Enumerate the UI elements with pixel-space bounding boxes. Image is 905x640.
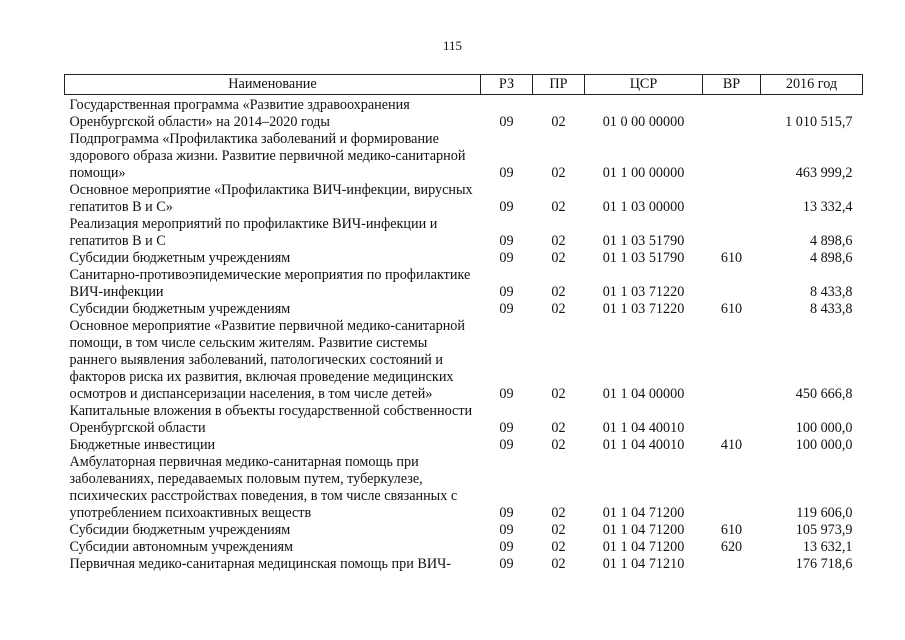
row-name: Основное мероприятие «Профилактика ВИЧ-инфекции, вирусных гепатитов В и С» [69, 182, 473, 215]
row-vr: 410 [720, 437, 743, 453]
row-pr: 02 [551, 114, 566, 130]
row-vr: 610 [720, 522, 743, 538]
row-vr [703, 454, 761, 522]
table-row [65, 216, 863, 250]
row-amount: 176 718,6 [795, 556, 853, 572]
row-amount: 4 898,6 [809, 250, 853, 266]
page-number: 115 [442, 38, 463, 53]
table-row [65, 437, 863, 454]
row-csr: 01 1 03 71220 [602, 284, 685, 300]
table-row [65, 182, 863, 216]
row-name: Государственная программа «Развитие здравоохранения Оренбургской области» на 2014–2020 годы [69, 97, 410, 130]
row-pr: 02 [551, 522, 566, 538]
table-row [65, 131, 863, 182]
row-pr: 02 [551, 284, 566, 300]
row-csr: 01 1 04 71200 [602, 522, 685, 538]
row-name: Реализация мероприятий по профилактике ВИЧ-инфекции и гепатитов В и С [69, 216, 438, 249]
row-amount: 8 433,8 [809, 301, 853, 317]
row-vr: 610 [720, 250, 743, 266]
table-row [65, 250, 863, 267]
table-row [65, 267, 863, 301]
row-name: Санитарно-противоэпидемические мероприятия по профилактике ВИЧ-инфекции [69, 267, 471, 300]
column-header-csr: ЦСР [585, 75, 703, 95]
row-rz: 09 [499, 505, 514, 521]
row-rz: 09 [499, 114, 514, 130]
row-rz: 09 [499, 301, 514, 317]
row-csr: 01 1 03 51790 [602, 250, 685, 266]
row-vr: 610 [720, 301, 743, 317]
row-vr [703, 95, 761, 132]
row-pr: 02 [551, 539, 566, 555]
column-header-vr: ВР [703, 75, 761, 95]
row-csr: 01 1 04 40010 [602, 420, 685, 436]
table-row [65, 403, 863, 437]
column-header-name: Наименование [65, 75, 481, 95]
row-csr: 01 1 04 40010 [602, 437, 685, 453]
row-pr: 02 [551, 233, 566, 249]
row-vr [703, 182, 761, 216]
row-pr: 02 [551, 420, 566, 436]
row-rz: 09 [499, 437, 514, 453]
row-name: Субсидии бюджетным учреждениям [69, 301, 291, 317]
table-row [65, 318, 863, 403]
row-csr: 01 0 00 00000 [602, 114, 685, 130]
row-rz: 09 [499, 420, 514, 436]
row-pr: 02 [551, 437, 566, 453]
row-rz: 09 [499, 250, 514, 266]
table-row [65, 522, 863, 539]
row-amount: 4 898,6 [809, 233, 853, 249]
row-vr [703, 318, 761, 403]
table-row [65, 454, 863, 522]
row-csr: 01 1 00 00000 [602, 165, 685, 181]
row-csr: 01 1 04 71200 [602, 505, 685, 521]
row-name: Подпрограмма «Профилактика заболеваний и формирование здорового образа жизни. Развитие первичной медико-санитарной помощи» [69, 131, 466, 181]
row-pr: 02 [551, 556, 566, 572]
row-name: Капитальные вложения в объекты государственной собственности Оренбургской области [69, 403, 473, 436]
row-pr: 02 [551, 301, 566, 317]
row-vr [703, 267, 761, 301]
row-pr: 02 [551, 386, 566, 402]
row-name: Бюджетные инвестиции [69, 437, 216, 453]
row-csr: 01 1 03 71220 [602, 301, 685, 317]
row-amount: 463 999,2 [795, 165, 853, 181]
table-row [65, 556, 863, 573]
row-csr: 01 1 04 71200 [602, 539, 685, 555]
row-amount: 450 666,8 [795, 386, 853, 402]
row-csr: 01 1 03 00000 [602, 199, 685, 215]
table-row [65, 301, 863, 318]
row-amount: 119 606,0 [796, 505, 853, 521]
row-rz: 09 [499, 165, 514, 181]
table-row [65, 95, 863, 132]
row-rz: 09 [499, 199, 514, 215]
row-rz: 09 [499, 539, 514, 555]
column-header-pr: ПР [533, 75, 585, 95]
row-pr: 02 [551, 505, 566, 521]
column-header-rz: РЗ [481, 75, 533, 95]
row-csr: 01 1 03 51790 [602, 233, 685, 249]
row-amount: 100 000,0 [795, 437, 853, 453]
row-vr [703, 131, 761, 182]
row-name: Субсидии автономным учреждениям [69, 539, 293, 555]
row-rz: 09 [499, 522, 514, 538]
row-name: Субсидии бюджетным учреждениям [69, 250, 291, 266]
row-vr [703, 216, 761, 250]
budget-table [64, 74, 863, 573]
table-header-row [65, 75, 863, 95]
row-pr: 02 [551, 165, 566, 181]
row-name: Субсидии бюджетным учреждениям [69, 522, 291, 538]
row-pr: 02 [551, 250, 566, 266]
row-rz: 09 [499, 233, 514, 249]
row-pr: 02 [551, 199, 566, 215]
row-amount: 100 000,0 [795, 420, 853, 436]
row-rz: 09 [499, 386, 514, 402]
row-rz: 09 [499, 556, 514, 572]
row-vr [703, 556, 761, 573]
row-amount: 8 433,8 [809, 284, 853, 300]
row-rz: 09 [499, 284, 514, 300]
row-amount: 1 010 515,7 [785, 114, 853, 130]
row-name: Основное мероприятие «Развитие первичной медико-санитарной помощи, в том числе сельским жителям. Развитие системы раннего выявления заболеваний, патологических состояний и факторов риска их развития, включая проведение медицинских осмотров и диспансеризации населения, в том числе детей» [69, 318, 465, 402]
row-name: Первичная медико-санитарная медицинская помощь при ВИЧ- [69, 556, 452, 572]
row-amount: 13 632,1 [802, 539, 853, 555]
row-csr: 01 1 04 00000 [602, 386, 685, 402]
column-header-year: 2016 год [761, 75, 863, 95]
row-vr: 620 [720, 539, 743, 555]
row-vr [703, 403, 761, 437]
row-csr: 01 1 04 71210 [602, 556, 685, 572]
row-name: Амбулаторная первичная медико-санитарная помощь при заболеваниях, передаваемых половым путем, туберкулезе, психических расстройствах поведения, в том числе связанных с употреблением психоактивных веществ [69, 454, 458, 521]
row-amount: 105 973,9 [795, 522, 853, 538]
table-row [65, 539, 863, 556]
row-amount: 13 332,4 [802, 199, 853, 215]
